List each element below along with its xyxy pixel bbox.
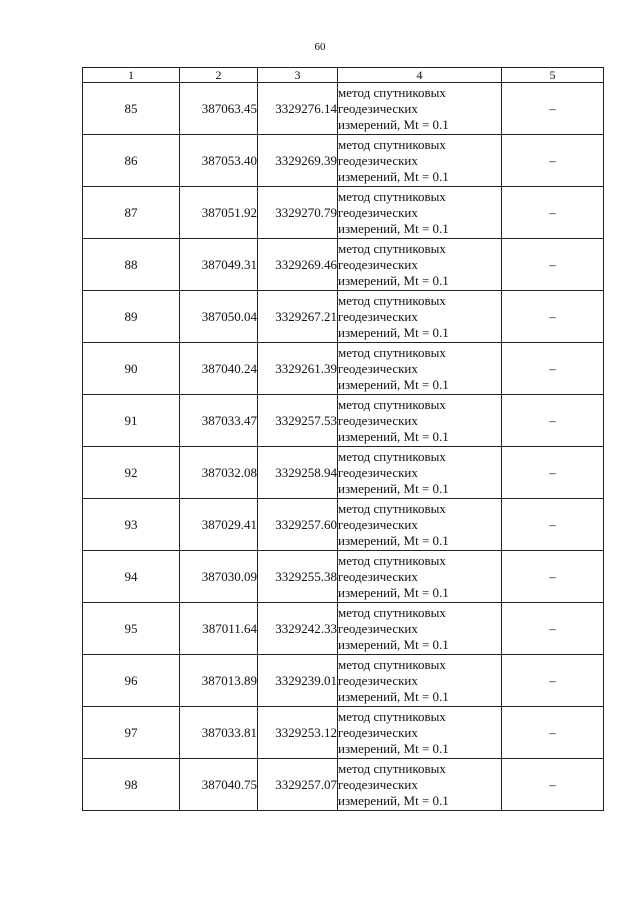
x-coordinate-cell: 387033.81 xyxy=(180,707,258,759)
x-coordinate-cell: 387029.41 xyxy=(180,499,258,551)
method-line: измерений, Mt = 0.1 xyxy=(338,792,449,808)
method-line: метод спутниковых xyxy=(338,708,446,724)
y-coordinate-cell: 3329270.79 xyxy=(258,187,338,239)
x-coordinate-cell: 387053.40 xyxy=(180,135,258,187)
method-line: измерений, Mt = 0.1 xyxy=(338,324,449,340)
method-line: метод спутниковых xyxy=(338,136,446,152)
method-line: геодезических xyxy=(338,672,418,688)
method-cell xyxy=(338,707,502,759)
note-cell: – xyxy=(502,707,604,759)
method-cell xyxy=(338,239,502,291)
point-number-cell: 87 xyxy=(83,187,180,239)
method-line: геодезических xyxy=(338,516,418,532)
method-line: метод спутниковых xyxy=(338,760,446,776)
table-row xyxy=(83,447,604,499)
point-number-cell: 95 xyxy=(83,603,180,655)
table-row xyxy=(83,603,604,655)
table-row xyxy=(83,83,604,135)
method-line: геодезических xyxy=(338,568,418,584)
x-coordinate-cell: 387030.09 xyxy=(180,551,258,603)
y-coordinate-cell: 3329242.33 xyxy=(258,603,338,655)
method-line: геодезических xyxy=(338,152,418,168)
method-line: метод спутниковых xyxy=(338,396,446,412)
column-header-5: 5 xyxy=(502,68,604,83)
note-cell: – xyxy=(502,499,604,551)
method-cell xyxy=(338,291,502,343)
header-row xyxy=(83,68,604,83)
y-coordinate-cell: 3329257.60 xyxy=(258,499,338,551)
y-coordinate-cell: 3329267.21 xyxy=(258,291,338,343)
y-coordinate-cell: 3329269.46 xyxy=(258,239,338,291)
page-number: 60 xyxy=(314,41,326,53)
column-header-2: 2 xyxy=(180,68,258,83)
note-cell: – xyxy=(502,239,604,291)
y-coordinate-cell: 3329239.01 xyxy=(258,655,338,707)
method-line: метод спутниковых xyxy=(338,240,446,256)
method-line: измерений, Mt = 0.1 xyxy=(338,636,449,652)
method-line: геодезических xyxy=(338,464,418,480)
method-line: измерений, Mt = 0.1 xyxy=(338,584,449,600)
method-line: измерений, Mt = 0.1 xyxy=(338,688,449,704)
method-cell xyxy=(338,603,502,655)
column-header-3: 3 xyxy=(258,68,338,83)
method-line: метод спутниковых xyxy=(338,84,446,100)
x-coordinate-cell: 387013.89 xyxy=(180,655,258,707)
note-cell: – xyxy=(502,655,604,707)
x-coordinate-cell: 387011.64 xyxy=(180,603,258,655)
point-number-cell: 94 xyxy=(83,551,180,603)
method-cell xyxy=(338,551,502,603)
method-line: геодезических xyxy=(338,256,418,272)
x-coordinate-cell: 387050.04 xyxy=(180,291,258,343)
method-cell xyxy=(338,343,502,395)
y-coordinate-cell: 3329255.38 xyxy=(258,551,338,603)
table-row xyxy=(83,135,604,187)
method-line: метод спутниковых xyxy=(338,292,446,308)
method-cell xyxy=(338,499,502,551)
point-number-cell: 91 xyxy=(83,395,180,447)
method-line: метод спутниковых xyxy=(338,656,446,672)
method-line: геодезических xyxy=(338,620,418,636)
method-cell xyxy=(338,447,502,499)
method-line: измерений, Mt = 0.1 xyxy=(338,272,449,288)
x-coordinate-cell: 387033.47 xyxy=(180,395,258,447)
x-coordinate-cell: 387032.08 xyxy=(180,447,258,499)
method-line: геодезических xyxy=(338,100,418,116)
note-cell: – xyxy=(502,135,604,187)
method-line: измерений, Mt = 0.1 xyxy=(338,532,449,548)
point-number-cell: 89 xyxy=(83,291,180,343)
point-number-cell: 85 xyxy=(83,83,180,135)
method-line: измерений, Mt = 0.1 xyxy=(338,376,449,392)
point-number-cell: 93 xyxy=(83,499,180,551)
x-coordinate-cell: 387051.92 xyxy=(180,187,258,239)
point-number-cell: 98 xyxy=(83,759,180,811)
table-row xyxy=(83,551,604,603)
column-header-4: 4 xyxy=(338,68,502,83)
y-coordinate-cell: 3329257.07 xyxy=(258,759,338,811)
x-coordinate-cell: 387040.75 xyxy=(180,759,258,811)
method-line: измерений, Mt = 0.1 xyxy=(338,740,449,756)
y-coordinate-cell: 3329258.94 xyxy=(258,447,338,499)
x-coordinate-cell: 387049.31 xyxy=(180,239,258,291)
y-coordinate-cell: 3329257.53 xyxy=(258,395,338,447)
table-row xyxy=(83,759,604,811)
method-line: геодезических xyxy=(338,412,418,428)
note-cell: – xyxy=(502,551,604,603)
method-line: метод спутниковых xyxy=(338,552,446,568)
point-number-cell: 96 xyxy=(83,655,180,707)
note-cell: – xyxy=(502,187,604,239)
method-cell xyxy=(338,187,502,239)
point-number-cell: 97 xyxy=(83,707,180,759)
method-line: измерений, Mt = 0.1 xyxy=(338,480,449,496)
method-line: измерений, Mt = 0.1 xyxy=(338,220,449,236)
method-line: метод спутниковых xyxy=(338,448,446,464)
method-cell xyxy=(338,395,502,447)
table-row xyxy=(83,499,604,551)
y-coordinate-cell: 3329269.39 xyxy=(258,135,338,187)
note-cell: – xyxy=(502,291,604,343)
method-line: геодезических xyxy=(338,776,418,792)
method-line: геодезических xyxy=(338,724,418,740)
table-row xyxy=(83,343,604,395)
method-cell xyxy=(338,83,502,135)
note-cell: – xyxy=(502,395,604,447)
method-line: геодезических xyxy=(338,308,418,324)
table-row xyxy=(83,395,604,447)
point-number-cell: 86 xyxy=(83,135,180,187)
method-line: измерений, Mt = 0.1 xyxy=(338,168,449,184)
method-cell xyxy=(338,135,502,187)
method-line: метод спутниковых xyxy=(338,344,446,360)
method-line: метод спутниковых xyxy=(338,500,446,516)
table-row xyxy=(83,291,604,343)
method-line: измерений, Mt = 0.1 xyxy=(338,116,449,132)
x-coordinate-cell: 387040.24 xyxy=(180,343,258,395)
method-cell xyxy=(338,759,502,811)
point-number-cell: 90 xyxy=(83,343,180,395)
table-row xyxy=(83,187,604,239)
x-coordinate-cell: 387063.45 xyxy=(180,83,258,135)
note-cell: – xyxy=(502,603,604,655)
table-body xyxy=(83,68,604,811)
table-row xyxy=(83,655,604,707)
y-coordinate-cell: 3329253.12 xyxy=(258,707,338,759)
method-line: метод спутниковых xyxy=(338,188,446,204)
method-cell xyxy=(338,655,502,707)
method-line: метод спутниковых xyxy=(338,604,446,620)
y-coordinate-cell: 3329276.14 xyxy=(258,83,338,135)
coordinates-table xyxy=(82,67,604,811)
method-line: измерений, Mt = 0.1 xyxy=(338,428,449,444)
note-cell: – xyxy=(502,447,604,499)
method-line: геодезических xyxy=(338,204,418,220)
point-number-cell: 88 xyxy=(83,239,180,291)
y-coordinate-cell: 3329261.39 xyxy=(258,343,338,395)
method-line: геодезических xyxy=(338,360,418,376)
point-number-cell: 92 xyxy=(83,447,180,499)
note-cell: – xyxy=(502,83,604,135)
note-cell: – xyxy=(502,759,604,811)
note-cell: – xyxy=(502,343,604,395)
table-row xyxy=(83,707,604,759)
column-header-1: 1 xyxy=(83,68,180,83)
table-row xyxy=(83,239,604,291)
